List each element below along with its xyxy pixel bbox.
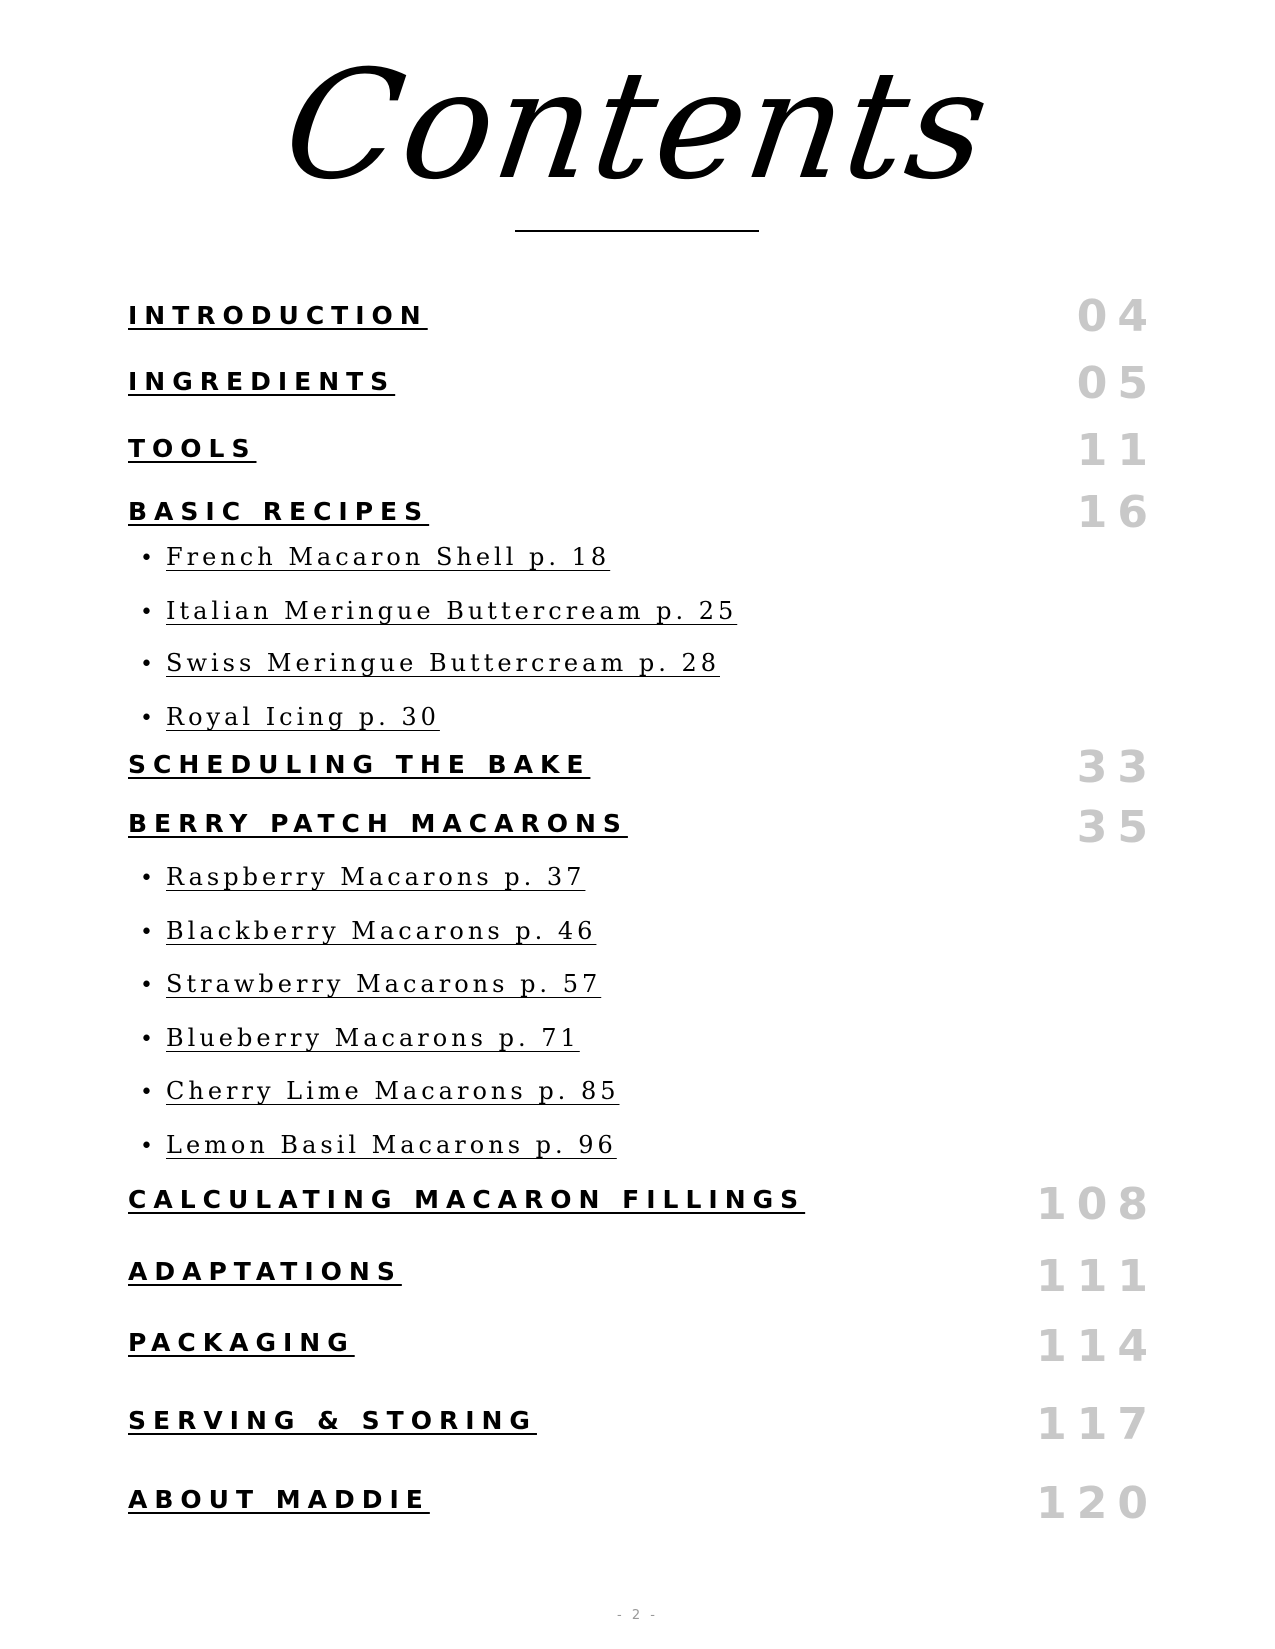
- list-item: [140, 648, 720, 680]
- bullet-icon: •: [140, 546, 157, 571]
- toc-page-adaptations: 111: [1036, 1251, 1158, 1302]
- recipe-link-cherry-lime-macarons[interactable]: Cherry Lime Macarons p. 85: [166, 1077, 620, 1105]
- list-item: [140, 1076, 619, 1108]
- toc-page-packaging: 114: [1036, 1321, 1158, 1372]
- toc-link-calculating-macaron-fillings[interactable]: CALCULATING MACARON FILLINGS: [128, 1185, 806, 1214]
- toc-link-about-maddie[interactable]: ABOUT MADDIE: [128, 1485, 430, 1514]
- toc-link-adaptations[interactable]: ADAPTATIONS: [128, 1257, 402, 1286]
- bullet-icon: •: [140, 920, 157, 945]
- list-item: [140, 969, 601, 1001]
- toc-page-basic-recipes: 16: [1076, 487, 1158, 538]
- toc-link-berry-patch-macarons[interactable]: BERRY PATCH MACARONS: [128, 809, 628, 838]
- recipe-link-swiss-meringue-buttercream[interactable]: Swiss Meringue Buttercream p. 28: [166, 649, 720, 677]
- toc-link-ingredients[interactable]: INGREDIENTS: [128, 367, 396, 396]
- bullet-icon: •: [140, 1134, 157, 1159]
- toc-link-basic-recipes[interactable]: BASIC RECIPES: [128, 497, 430, 526]
- toc-page-introduction: 04: [1076, 291, 1158, 342]
- bullet-icon: •: [140, 973, 157, 998]
- toc-page-calculating-macaron-fillings: 108: [1036, 1179, 1158, 1230]
- toc-link-serving-and-storing[interactable]: SERVING & STORING: [128, 1406, 537, 1435]
- recipe-link-lemon-basil-macarons[interactable]: Lemon Basil Macarons p. 96: [166, 1131, 617, 1159]
- toc-link-introduction[interactable]: INTRODUCTION: [128, 301, 428, 330]
- page-number-footer: - 2 -: [617, 1608, 658, 1623]
- list-item: [140, 862, 585, 894]
- bullet-icon: •: [140, 1080, 157, 1105]
- bullet-icon: •: [140, 866, 157, 891]
- list-item: [140, 542, 610, 574]
- recipe-link-strawberry-macarons[interactable]: Strawberry Macarons p. 57: [166, 970, 602, 998]
- recipe-link-blackberry-macarons[interactable]: Blackberry Macarons p. 46: [166, 917, 597, 945]
- bullet-icon: •: [140, 652, 157, 677]
- recipe-link-french-macaron-shell[interactable]: French Macaron Shell p. 18: [166, 543, 611, 571]
- bullet-icon: •: [140, 600, 157, 625]
- page-title: Contents: [274, 39, 1001, 213]
- list-item: [140, 1130, 617, 1162]
- recipe-link-royal-icing[interactable]: Royal Icing p. 30: [166, 703, 440, 731]
- bullet-icon: •: [140, 1027, 157, 1052]
- list-item: [140, 916, 596, 948]
- toc-page-serving-and-storing: 117: [1036, 1399, 1158, 1450]
- toc-page-tools: 11: [1076, 425, 1158, 476]
- toc-page-ingredients: 05: [1076, 358, 1158, 409]
- recipe-link-raspberry-macarons[interactable]: Raspberry Macarons p. 37: [166, 863, 586, 891]
- toc-page-berry-patch-macarons: 35: [1076, 802, 1158, 853]
- toc-link-scheduling-the-bake[interactable]: SCHEDULING THE BAKE: [128, 750, 591, 779]
- toc-page-scheduling-the-bake: 33: [1076, 742, 1158, 793]
- list-item: [140, 596, 737, 628]
- toc-page-about-maddie: 120: [1036, 1478, 1158, 1529]
- title-divider: [515, 230, 759, 232]
- list-item: [140, 1023, 580, 1055]
- bullet-icon: •: [140, 706, 157, 731]
- list-item: [140, 702, 440, 734]
- recipe-link-italian-meringue-buttercream[interactable]: Italian Meringue Buttercream p. 25: [166, 597, 738, 625]
- recipe-link-blueberry-macarons[interactable]: Blueberry Macarons p. 71: [166, 1024, 580, 1052]
- toc-link-tools[interactable]: TOOLS: [128, 434, 257, 463]
- toc-link-packaging[interactable]: PACKAGING: [128, 1328, 355, 1357]
